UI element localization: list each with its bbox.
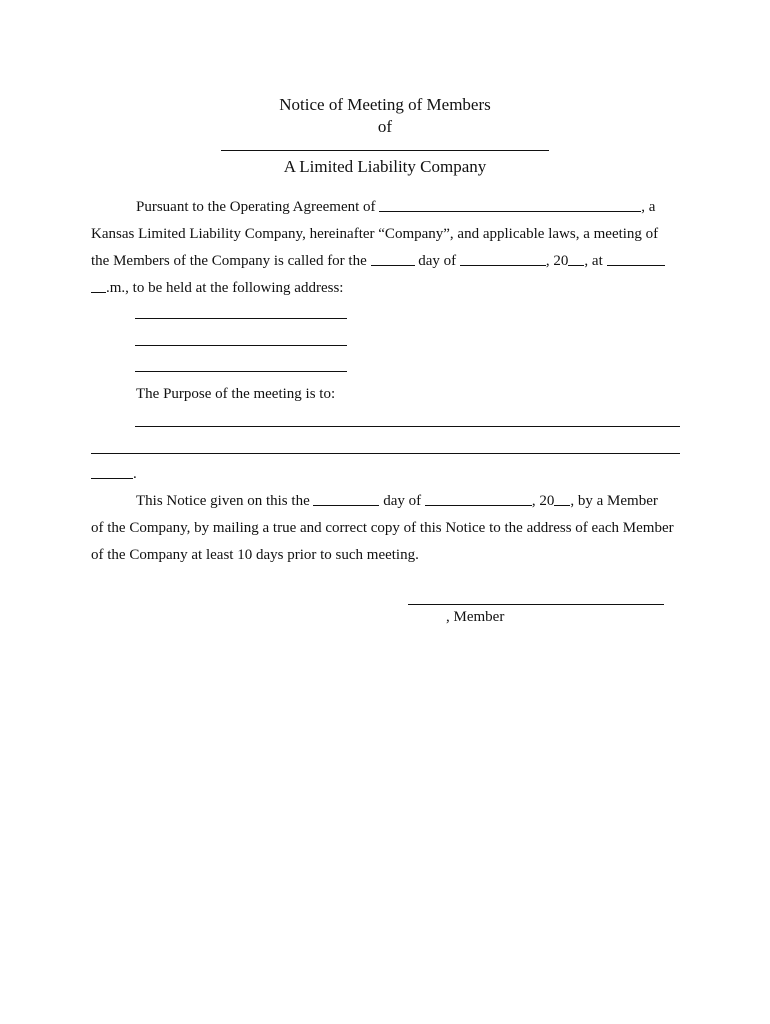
address-line-1[interactable]	[135, 318, 347, 319]
para1-line3	[91, 254, 665, 269]
purpose-line-2[interactable]	[91, 453, 680, 454]
para2-day-of: day of	[383, 493, 422, 509]
purpose-label: The Purpose of the meeting is to:	[136, 386, 336, 402]
meeting-year-blank[interactable]	[568, 264, 584, 266]
meeting-day-blank[interactable]	[371, 264, 415, 266]
para1-at: , at	[584, 253, 603, 269]
para1-line4-text: .m., to be held at the following address:	[106, 280, 344, 296]
notice-month-blank[interactable]	[425, 504, 532, 506]
meeting-ampm-blank[interactable]	[91, 291, 106, 293]
para2-line3: of the Company at least 10 days prior to such meeting.	[91, 547, 419, 563]
purpose-line-1[interactable]	[135, 426, 680, 427]
signature-label: , Member	[446, 609, 505, 625]
address-line-2[interactable]	[135, 345, 347, 346]
company-name-blank[interactable]	[221, 150, 549, 151]
para1-line1	[136, 200, 655, 215]
para2-line2: of the Company, by mailing a true and correct copy of this Notice to the address of each Member	[91, 520, 674, 536]
document-subtitle: A Limited Liability Company	[283, 157, 487, 176]
purpose-line-3-blank[interactable]	[91, 477, 133, 479]
para2-line1-text: This Notice given on this the	[136, 493, 310, 509]
document-title: Notice of Meeting of Members	[279, 95, 491, 114]
para1-line1-end: , a	[641, 199, 656, 215]
para1-day-of: day of	[418, 253, 457, 269]
para1-line1-text: Pursuant to the Operating Agreement of	[136, 199, 376, 215]
document-title-of: of	[377, 117, 393, 136]
para1-line4	[91, 281, 343, 296]
para1-line2: Kansas Limited Liability Company, hereinafter “Company”, and applicable laws, a meeting of	[91, 226, 659, 242]
notice-day-blank[interactable]	[313, 504, 379, 506]
para2-line1	[136, 494, 658, 509]
para1-year-prefix: , 20	[545, 253, 569, 269]
meeting-time-blank[interactable]	[607, 264, 665, 266]
purpose-end: .	[133, 466, 137, 482]
para1-line3-text: the Members of the Company is called for the	[91, 253, 367, 269]
operating-agreement-blank[interactable]	[379, 210, 641, 212]
notice-year-blank[interactable]	[554, 504, 570, 506]
signature-line[interactable]	[408, 604, 664, 605]
meeting-month-blank[interactable]	[460, 264, 546, 266]
para2-line1-end: , by a Member	[570, 493, 658, 509]
para2-year-prefix: , 20	[531, 493, 555, 509]
address-line-3[interactable]	[135, 371, 347, 372]
purpose-line-3	[91, 467, 137, 482]
